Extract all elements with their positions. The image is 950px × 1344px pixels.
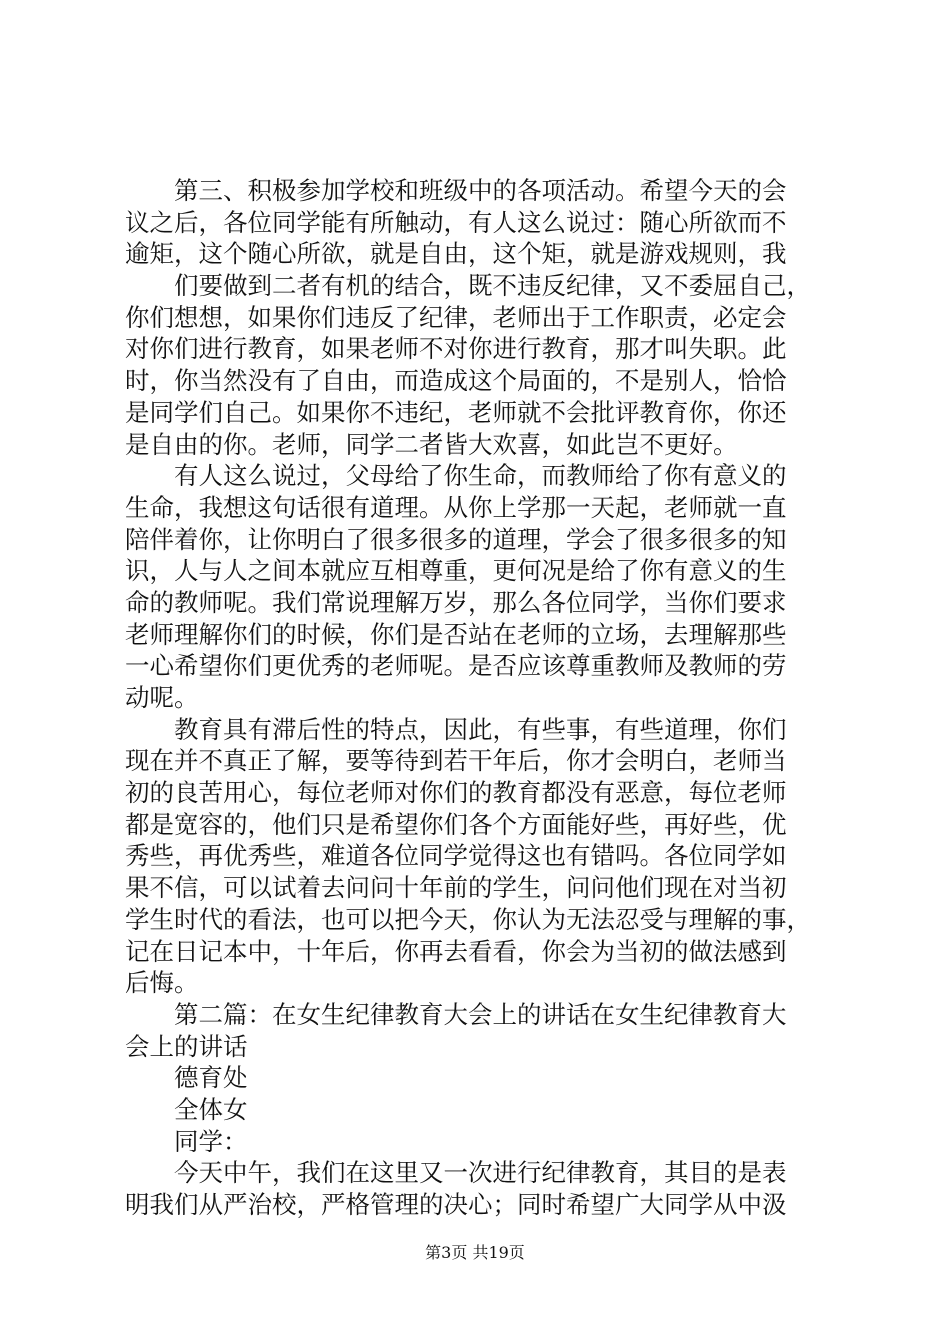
text-line: 时，你当然没有了自由，而造成这个局面的，不是别人，恰恰 xyxy=(125,366,787,396)
text-line: 是同学们自己。如果你不违纪，老师就不会批评教育你，你还 xyxy=(125,397,787,427)
text-line: 教育具有滞后性的特点，因此，有些事，有些道理，你们 xyxy=(125,714,787,744)
text-line: 都是宽容的，他们只是希望你们各个方面能好些，再好些，优 xyxy=(125,809,787,839)
body-text xyxy=(125,175,835,1221)
text-line: 识，人与人之间本就应互相尊重，更何况是给了你有意义的生 xyxy=(125,556,787,586)
text-line: 命的教师呢。我们常说理解万岁，那么各位同学，当你们要求 xyxy=(125,587,787,617)
text-line: 第二篇：在女生纪律教育大会上的讲话在女生纪律教育大 xyxy=(125,999,787,1029)
text-line: 第三、积极参加学校和班级中的各项活动。希望今天的会 xyxy=(125,176,787,205)
text-line: 你们想想，如果你们违反了纪律，老师出于工作职责，必定会 xyxy=(125,302,787,332)
text-line: 初的良苦用心，每位老师对你们的教育都没有恶意，每位老师 xyxy=(125,778,787,808)
text-line: 今天中午，我们在这里又一次进行纪律教育，其目的是表 xyxy=(125,1158,787,1188)
text-line: 动呢。 xyxy=(125,683,199,712)
text-line: 学生时代的看法，也可以把今天，你认为无法忍受与理解的事， xyxy=(125,904,811,934)
text-line: 德育处 xyxy=(125,1063,248,1093)
text-line: 对你们进行教育，如果老师不对你进行教育，那才叫失职。此 xyxy=(125,334,787,364)
text-line: 会上的讲话 xyxy=(125,1031,248,1061)
text-line: 一心希望你们更优秀的老师呢。是否应该尊重教师及教师的劳 xyxy=(125,651,787,681)
text-line: 陪伴着你，让你明白了很多很多的道理，学会了很多很多的知 xyxy=(125,524,787,554)
text-line: 记在日记本中，十年后，你再去看看，你会为当初的做法感到 xyxy=(125,936,787,966)
text-line: 后悔。 xyxy=(125,968,199,998)
text-line: 是自由的你。老师，同学二者皆大欢喜，如此岂不更好。 xyxy=(125,429,738,459)
text-line: 有人这么说过，父母给了你生命，而教师给了你有意义的 xyxy=(125,461,787,491)
text-line: 同学： xyxy=(125,1126,248,1156)
text-line: 议之后，各位同学能有所触动，有人这么说过：随心所欲而不 xyxy=(125,207,787,237)
page-footer: 第3页 共19页 xyxy=(425,1243,525,1262)
text-line: 全体女 xyxy=(125,1094,248,1124)
text-line: 老师理解你们的时候，你们是否站在老师的立场，去理解那些 xyxy=(125,619,787,649)
text-line: 生命，我想这句话很有道理。从你上学那一天起，老师就一直 xyxy=(125,492,787,522)
text-line: 秀些，再优秀些，难道各位同学觉得这也有错吗。各位同学如 xyxy=(125,841,787,871)
text-line: 明我们从严治校，严格管理的决心；同时希望广大同学从中汲 xyxy=(125,1190,787,1219)
text-line: 逾矩，这个随心所欲，就是自由，这个矩，就是游戏规则，我 xyxy=(125,239,787,269)
text-line: 们要做到二者有机的结合，既不违反纪律，又不委屈自己， xyxy=(125,271,811,301)
text-line: 现在并不真正了解，要等待到若干年后，你才会明白，老师当 xyxy=(125,746,787,776)
text-line: 果不信，可以试着去问问十年前的学生，问问他们现在对当初 xyxy=(125,873,787,903)
